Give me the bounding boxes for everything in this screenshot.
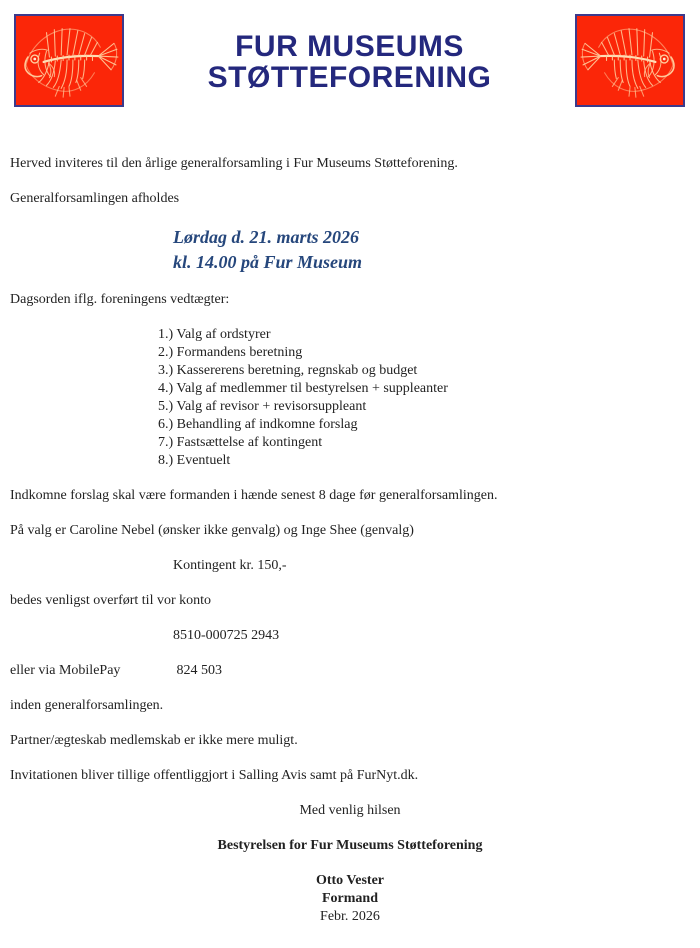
agenda-item: 4.) Valg af medlemmer til bestyrelsen + suppleanter <box>158 381 448 396</box>
closing-board: Bestyrelsen for Fur Museums Støtteforening <box>217 838 483 853</box>
page-title-line1: FUR MUSEUMS <box>235 30 464 63</box>
membership-fee: Kontingent kr. 150,- <box>173 558 287 573</box>
paragraph-transfer: bedes venligst overført til vor konto <box>10 593 212 608</box>
meeting-date-line1: Lørdag d. 21. marts 2026 <box>173 227 360 247</box>
signer-title: Formand <box>322 891 378 906</box>
fish-skeleton-logo-mirrored <box>575 14 685 107</box>
agenda-item: 2.) Formandens beretning <box>158 345 303 360</box>
agenda-item: 8.) Eventuelt <box>158 453 231 468</box>
signature-block <box>10 872 690 926</box>
agenda-item: 1.) Valg af ordstyrer <box>158 327 271 342</box>
closing-greeting: Med venlig hilsen <box>299 803 401 818</box>
paragraph-proposals-deadline: Indkomne forslag skal være formanden i hænde senest 8 dage før generalforsamlingen. <box>10 488 498 503</box>
meeting-date <box>173 225 690 275</box>
fish-skeleton-icon <box>16 16 122 105</box>
paragraph-mobilepay <box>10 662 690 679</box>
agenda-item: 5.) Valg af revisor + revisorsuppleant <box>158 399 367 414</box>
letter-date: Febr. 2026 <box>320 909 380 924</box>
agenda-item: 6.) Behandling af indkomne forslag <box>158 417 358 432</box>
letter-body <box>0 107 700 926</box>
agenda-list <box>158 326 690 470</box>
signer-name: Otto Vester <box>315 873 385 888</box>
meeting-date-line2: kl. 14.00 på Fur Museum <box>173 252 363 272</box>
fish-skeleton-logo <box>14 14 124 107</box>
document-header <box>0 0 700 107</box>
agenda-item: 7.) Fastsættelse af kontingent <box>158 435 323 450</box>
paragraph-before-meeting: inden generalforsamlingen. <box>10 698 164 713</box>
paragraph-intro: Herved inviteres til den årlige generalforsamling i Fur Museums Støtteforening. <box>10 156 458 171</box>
fish-skeleton-icon <box>577 16 683 105</box>
agenda-item: 3.) Kassererens beretning, regnskab og budget <box>158 363 418 378</box>
page-title-line2: STØTTEFORENING <box>207 61 492 94</box>
account-number: 8510-000725 2943 <box>173 628 280 643</box>
paragraph-meeting-intro: Generalforsamlingen afholdes <box>10 191 180 206</box>
mobilepay-number: 824 503 <box>176 663 222 678</box>
paragraph-publish-note: Invitationen bliver tillige offentliggjort i Salling Avis samt på FurNyt.dk. <box>10 768 419 783</box>
page-title <box>124 31 575 93</box>
agenda-heading: Dagsorden iflg. foreningens vedtægter: <box>10 292 230 307</box>
mobilepay-label: eller via MobilePay <box>10 663 121 678</box>
paragraph-partner-note: Partner/ægteskab medlemskab er ikke mere muligt. <box>10 733 298 748</box>
paragraph-on-election: På valg er Caroline Nebel (ønsker ikke genvalg) og Inge Shee (genvalg) <box>10 523 414 538</box>
